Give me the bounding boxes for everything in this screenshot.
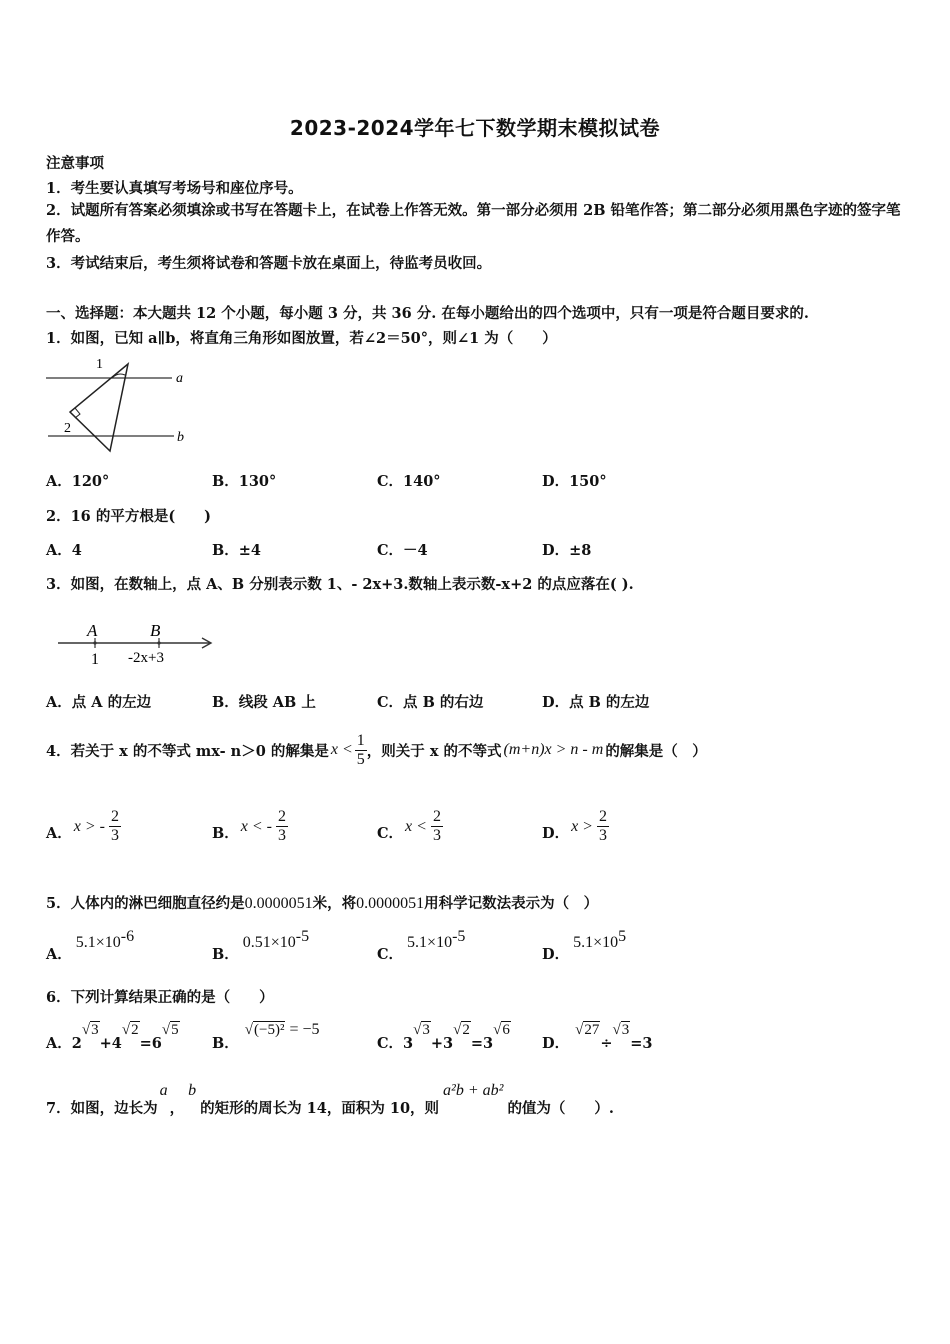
q1-figure: [44, 354, 194, 454]
q3-number-line: [52, 618, 222, 670]
q3-label-a: A: [87, 621, 98, 640]
q6-option-a[interactable]: A．2√3+4√2=6√5: [46, 1022, 179, 1052]
q7-stem: 7．如图，边长为 a ， b 的矩形的周长为 14，面积为 10，则 a²b + ab² 的值为（ ）.: [46, 1082, 614, 1117]
q4-inequality: (m+n)x > n - m: [503, 741, 604, 758]
q4-option-a[interactable]: A． x > - $\frac{2}{3}$: [46, 808, 119, 844]
q1-option-d[interactable]: D．150°: [542, 473, 607, 490]
q1-line-b: b: [177, 430, 184, 445]
q5-option-b[interactable]: B．$0.51\times 10^{-5}$: [212, 928, 310, 963]
q3-option-d[interactable]: D．点 B 的左边: [542, 694, 650, 711]
q7-var-b: b: [188, 1082, 197, 1099]
q6-option-b[interactable]: B．√(−5)² = −5: [212, 1021, 320, 1052]
q3-value-b: -2x+3: [128, 650, 164, 666]
q4-option-c[interactable]: C． x < $\frac{2}{3}$: [377, 808, 441, 844]
q5-option-c[interactable]: C．$5.1\times 10^{-5}$: [377, 928, 466, 963]
q1-line-a: a: [176, 371, 183, 386]
q1-option-a[interactable]: A．120°: [46, 473, 110, 490]
q4-option-b[interactable]: B． x < - $\frac{2}{3}$: [212, 808, 286, 844]
q2-option-c[interactable]: C．－4: [377, 542, 428, 559]
q4-solution-num: 1: [356, 731, 365, 749]
q2-option-a[interactable]: A．4: [46, 542, 82, 559]
page-title: 2023-2024学年七下数学期末模拟试卷: [289, 116, 661, 140]
q5-value: 0.0000051: [244, 895, 313, 912]
notice-heading: 注意事项: [46, 155, 104, 172]
q6-stem: 6．下列计算结果正确的是（ ）: [46, 989, 274, 1006]
notice-item-2: 2．试题所有答案必须填涂或书写在答题卡上，在试卷上作答无效。第一部分必须用 2B 铅笔作答；第二部分必须用黑色字迹的签字笔作答。: [46, 202, 901, 245]
q4-stem: [46, 728, 707, 772]
q6-option-c[interactable]: C．3√3+3√2=3√6: [377, 1022, 510, 1052]
q4-stem-mid: ，则关于 x 的不等式: [366, 742, 502, 760]
q7-expression: a²b + ab²: [443, 1082, 504, 1099]
q4-solution-x: x <: [330, 741, 353, 758]
q5-option-d[interactable]: D．$5.1\times 10^5$: [542, 928, 627, 963]
q1-stem: 1．如图，已知 a∥b，将直角三角形如图放置，若∠2＝50°，则∠1 为（ ）: [46, 330, 557, 347]
q4-solution-den: 5: [356, 750, 365, 768]
q3-label-b: B: [150, 621, 161, 640]
q3-option-b[interactable]: B．线段 AB 上: [212, 694, 316, 711]
q2-stem: 2．16 的平方根是( ): [46, 508, 212, 525]
q4-stem-pre: 4．若关于 x 的不等式 mx- n＞0 的解集是: [46, 742, 329, 760]
q2-option-b[interactable]: B．±4: [212, 542, 261, 559]
notice-item-3: 3．考试结束后，考生须将试卷和答题卡放在桌面上，待监考员收回。: [46, 255, 492, 272]
q5-value-repeat: 0.0000051: [356, 895, 425, 912]
section-heading: 一、选择题：本大题共 12 个小题，每小题 3 分，共 36 分. 在每小题给出的四个选项中，只有一项是符合题目要求的.: [46, 305, 809, 322]
q3-option-a[interactable]: A．点 A 的左边: [46, 694, 152, 711]
q6-option-d[interactable]: D．√27÷√3=3: [542, 1022, 653, 1052]
q3-stem: 3．如图，在数轴上，点 A、B 分别表示数 1、- 2x+3.数轴上表示数-x+2 的点应落在( ).: [46, 576, 634, 593]
q7-var-a: a: [159, 1082, 168, 1099]
q5-stem: 5．人体内的淋巴细胞直径约是0.0000051米，将0.0000051用科学记数法表示为（ ）: [46, 895, 599, 912]
q3-value-a: 1: [91, 651, 99, 668]
q5-option-a[interactable]: A．$5.1\times 10^{-6}$: [46, 928, 135, 963]
q1-label-1: 1: [96, 357, 103, 372]
q4-solution-fraction: [355, 732, 367, 769]
q1-label-2: 2: [64, 421, 71, 436]
q2-option-d[interactable]: D．±8: [542, 542, 592, 559]
q1-option-c[interactable]: C．140°: [377, 473, 441, 490]
q3-option-c[interactable]: C．点 B 的右边: [377, 694, 484, 711]
q1-option-b[interactable]: B．130°: [212, 473, 277, 490]
q4-option-d[interactable]: D． x > $\frac{2}{3}$: [542, 808, 607, 844]
notice-item-1: 1．考生要认真填写考场号和座位序号。: [46, 180, 303, 197]
q4-stem-post: 的解集是（ ）: [605, 742, 707, 760]
